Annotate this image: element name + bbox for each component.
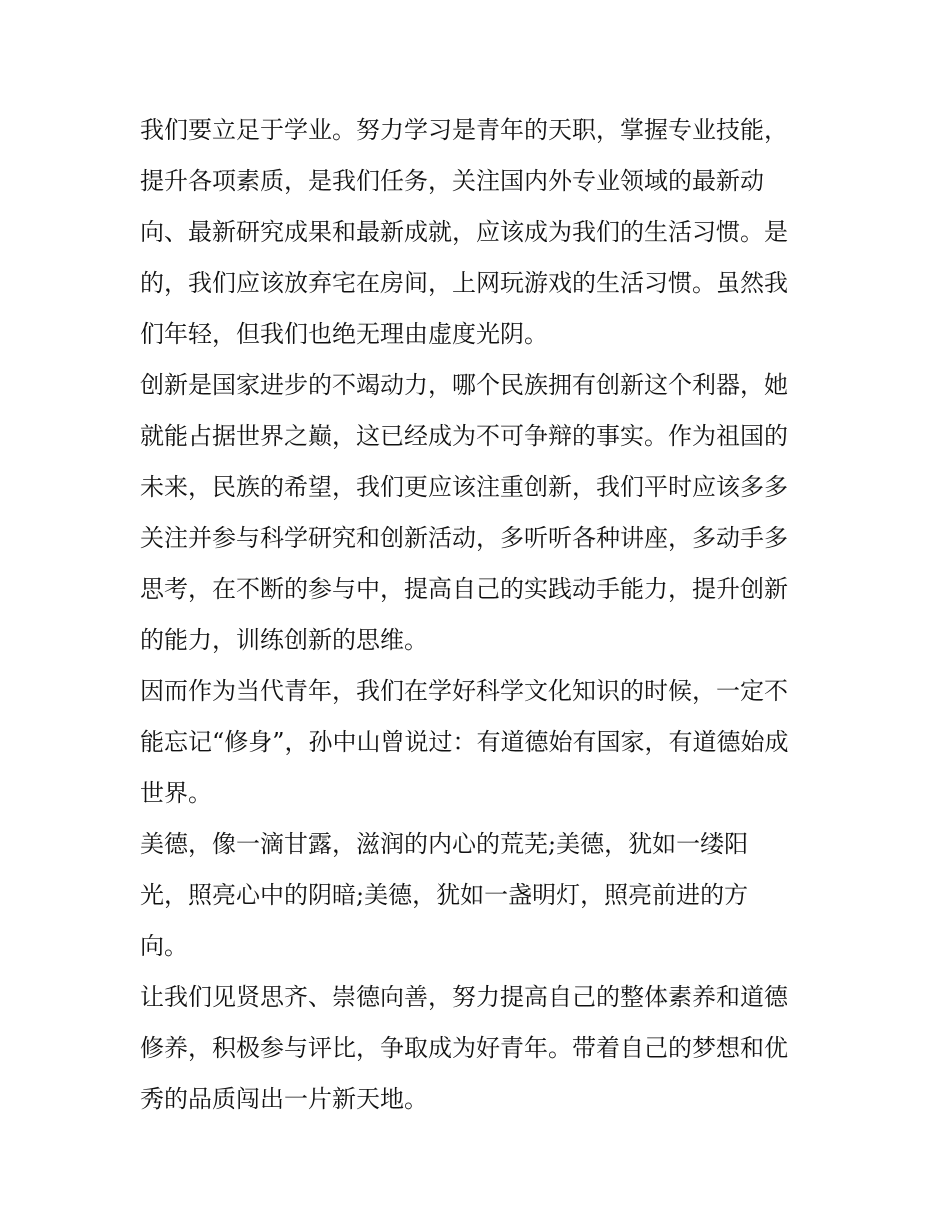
document-body xyxy=(140,105,820,1125)
text-line: 就能占据世界之巅，这已经成为不可争辩的事实。作为祖国的 xyxy=(140,422,788,450)
text-line: 修养，积极参与评比，争取成为好青年。带着自己的梦想和优 xyxy=(140,1034,788,1062)
text-line: 世界。 xyxy=(140,779,212,807)
text-line: 的能力，训练创新的思维。 xyxy=(140,626,428,654)
text-line: 光，照亮心中的阴暗;美德，犹如一盏明灯，照亮前进的方 xyxy=(140,881,749,909)
paragraph-1 xyxy=(140,105,820,360)
text-line: 创新是国家进步的不竭动力，哪个民族拥有创新这个利器，她 xyxy=(140,371,788,399)
text-line: 们年轻，但我们也绝无理由虚度光阴。 xyxy=(140,320,548,348)
text-line: 向。 xyxy=(140,932,188,960)
paragraph-3 xyxy=(140,666,820,819)
paragraph-4 xyxy=(140,819,820,972)
paragraph-2 xyxy=(140,360,820,666)
text-line: 因而作为当代青年，我们在学好科学文化知识的时候，一定不 xyxy=(140,677,788,705)
text-line: 美德，像一滴甘露，滋润的内心的荒芜;美德，犹如一缕阳 xyxy=(140,830,749,858)
text-line: 我们要立足于学业。努力学习是青年的天职，掌握专业技能， xyxy=(140,116,788,144)
text-line: 的，我们应该放弃宅在房间，上网玩游戏的生活习惯。虽然我 xyxy=(140,269,788,297)
text-line: 向、最新研究成果和最新成就，应该成为我们的生活习惯。是 xyxy=(140,218,788,246)
text-line: 未来，民族的希望，我们更应该注重创新，我们平时应该多多 xyxy=(140,473,788,501)
paragraph-5 xyxy=(140,972,820,1125)
text-line: 秀的品质闯出一片新天地。 xyxy=(140,1085,428,1113)
text-line: 思考，在不断的参与中，提高自己的实践动手能力，提升创新 xyxy=(140,575,788,603)
text-line: 提升各项素质，是我们任务，关注国内外专业领域的最新动 xyxy=(140,167,764,195)
text-line: 让我们见贤思齐、崇德向善，努力提高自己的整体素养和道德 xyxy=(140,983,788,1011)
text-line: 关注并参与科学研究和创新活动，多听听各种讲座，多动手多 xyxy=(140,524,788,552)
text-line: 能忘记“修身”，孙中山曾说过：有道德始有国家，有道德始成 xyxy=(140,728,789,756)
